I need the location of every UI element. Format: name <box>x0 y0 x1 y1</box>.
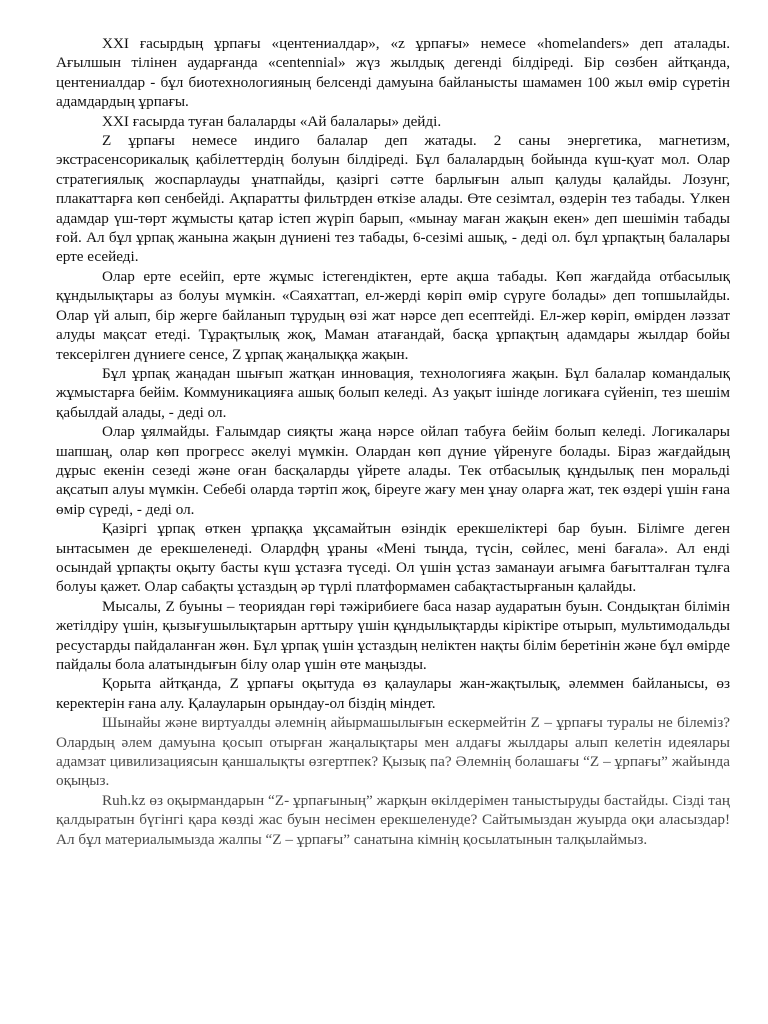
paragraph-3: Z ұрпағы немесе индиго балалар деп жатады. 2 саны энергетика, магнетизм, экстрасенсорикалық қабілеттердің болуын білдіреді. Бұл балалардың бойында күш-қуат мол. Олар стратегиялық жоспарлауды ұнатпайды, қазіргі сәтте барлығын алып қалуды қалайды. Лозунг, плакаттарға көп сенбейді. Ақпаратты фильтрден өткізе алады. Өте сезімтал, өздерін тез табады. Үлкен адамдар үш-төрт жұмысты қатар істеп жүріп барып, «мынау маған жақын екен» деп шешімін табады ғой. Ал бұл ұрпақ жанына жақын дүниені тез табады, 6-сезімі ашық, - деді ол. бұл ұрпақтың балалары ерте есейеді. <box>56 132 730 266</box>
paragraph-1: XXI ғасырдың ұрпағы «центениалдар», «z ұрпағы» немесе «homelanders» деп аталады. Ағылшын тілінен аударғанда «centennial» жүз жылдық дегенді білдіреді. Бір сөзбен айтқанда, центениалдар - бұл биотехнологияның белсенді дамуына байланысты шамамен 100 жыл өмір сүретін адамдардың ұрпағы. <box>56 35 730 111</box>
paragraph-2: XXI ғасырда туған балаларды «Ай балалары» дейді. <box>102 112 442 130</box>
paragraph-8: Мысалы, Z буыны – теориядан гөрі тәжірибиеге баса назар аударатын буын. Сондықтан білімін жетілдіру үшін, қызығушылықтарын арттыру үшін құндылықтарды кіріктіре отырып, мультимодальды ресустарды пайдаланған жөн. Бұл ұрпақ үшін ұстаздың неліктен нақты білім беретінін және бұл өмірде пайдалы бола алатындығын білу олар үшін өте маңызды. <box>56 597 730 673</box>
paragraph-5: Бұл ұрпақ жаңадан шығып жатқан инновация, технологияға жақын. Бұл балалар командалық жұмыстарға бейім. Коммуникацияға ашық болып келеді. Аз уақыт ішінде логикаға сүйеніп, тез шешім қабылдай алады, - деді ол. <box>56 364 730 421</box>
paragraph-9: Қорыта айтқанда, Z ұрпағы оқытуда өз қалаулары жан-жақтылық, әлеммен байланысы, өз керектерін ғана алу. Қалауларын орындау-ол біздің міндет. <box>56 675 730 712</box>
paragraph-6: Олар ұялмайды. Ғалымдар сияқты жаңа нәрсе ойлап табуға бейім болып келеді. Логикалары шапшаң, олар көп прогресс әкелуі мүмкін. Олардан көп дүние үйренуге болады. Біраз жағдайдың дұрыс екенін сезеді және оған басқаларды үйрете алады. Тек отбасылық құндылық пен моральді ақсатып алуы мүмкін. Себебі оларда тәртіп жоқ, біреуге жағу мен ұнау оларға жат, тек өздері үшін ғана өмір сүреді, - деді ол. <box>56 423 730 518</box>
paragraph-11: Ruh.kz өз оқырмандарын “Z- ұрпағының” жарқын өкілдерімен таныстыруды бастайды. Сізді таң қалдыратын бүгінгі қара көзді жас буын несімен ерекшеленуде? Сайтымыздан жуырда оқи аласыздар! Ал бұл материалымызда жалпы “Z – ұрпағы” санатына кімнің қосылатынын талқылаймыз. <box>56 791 730 848</box>
paragraph-4: Олар ерте есейіп, ерте жұмыс істегендіктен, ерте ақша табады. Көп жағдайда отбасылық құндылықтары аз болуы мүмкін. «Саяхаттап, ел-жерді көріп өмір сүруге болады» деп топшылайды. Олар үй алып, бір жерге байланып тұрудың өзі жат нәрсе деп есептейді. Ел-жер көріп, өмірден ләззат алуды мақсат етеді. Тұрақтылық жоқ, Маман атағандай, басқа ұрпақтың адамдары жылдар бойы тексерілген дүниеге сенсе, Z ұрпақ жаңалыққа жақын. <box>56 267 730 363</box>
paragraph-7: Қазіргі ұрпақ өткен ұрпаққа ұқсамайтын өзіндік ерекшеліктері бар буын. Білімге деген ынтасымен де ерекшеленеді. Олардфң ұраны «Мені тыңда, түсін, сөйлес, мені бағала». Ал енді осындай ұрпақты оқыту басты күш ұстазға түседі. Ол үшін ұстаз заманауи ағымға бағытталған тұлға болуы қажет. Олар сабақты ұстаздың әр түрлі платформамен сабақтастырғанын қалайды. <box>56 520 730 596</box>
paragraph-10: Шынайы және виртуалды әлемнің айырмашылығын ескермейтін Z – ұрпағы туралы не білеміз? Олардың әлем дамуына қосып отырған жаңалықтары мен алдағы жылдары алып келетін идеялары адамзат цивилизациясын қаншалықты өзгертпек? Қызық па? Әлемнің болашағы “Z – ұрпағы” жайында оқыңыз. <box>56 714 730 790</box>
